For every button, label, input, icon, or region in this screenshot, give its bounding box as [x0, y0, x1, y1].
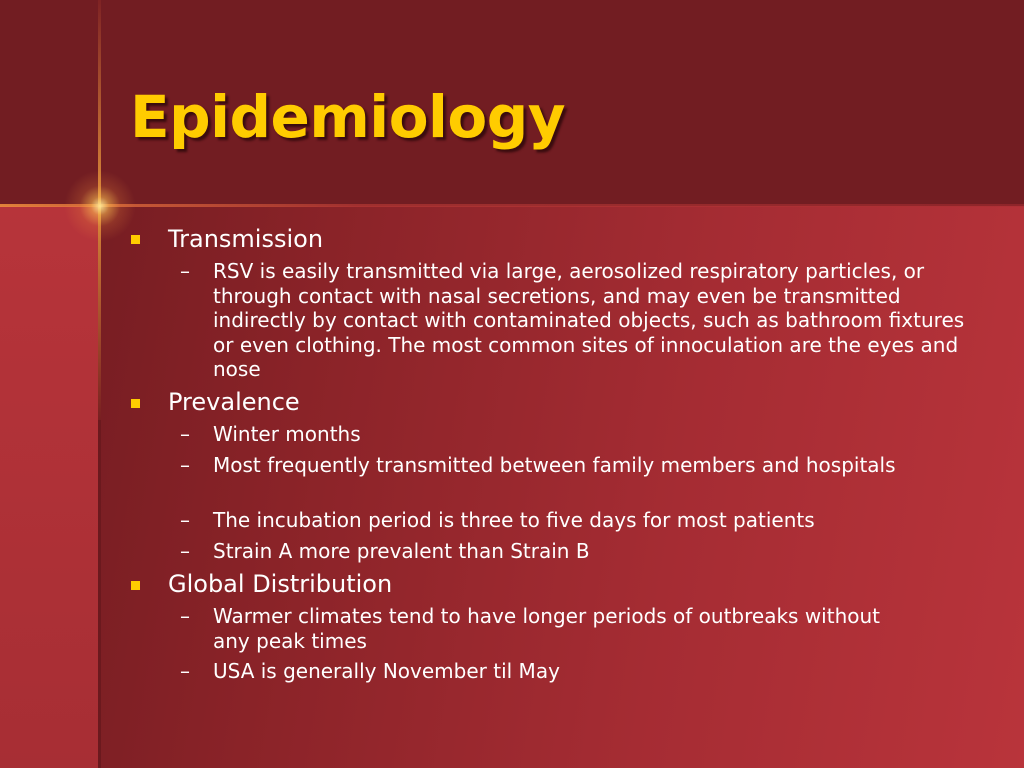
bullet-transmission: Transmission	[168, 225, 324, 253]
dash-bullet: –	[180, 422, 190, 446]
sub-bullet-strain-prevalence: Strain A more prevalent than Strain B	[213, 539, 590, 563]
sub-bullet-winter-months: Winter months	[213, 422, 361, 446]
sub-bullet-warmer-climates: Warmer climates tend to have longer periods of outbreaks without any peak times	[213, 604, 881, 653]
square-bullet-icon	[131, 399, 140, 408]
sub-bullet-family-hospitals: Most frequently transmitted between family members and hospitals	[213, 453, 896, 477]
dash-bullet: –	[180, 604, 190, 628]
sub-bullet-incubation-period: The incubation period is three to five days for most patients	[213, 508, 815, 532]
bullet-global-distribution: Global Distribution	[168, 570, 393, 598]
square-bullet-icon	[131, 235, 140, 244]
slide-title: Epidemiology	[130, 83, 566, 151]
bullet-prevalence: Prevalence	[168, 388, 300, 416]
sub-bullet-rsv-transmission: RSV is easily transmitted via large, aerosolized respiratory particles, or through contact with nasal secretions, and may even be transmitted indirectly by contact with contaminated objects, such as bathroom fixtures or even clothing. The most common sites of innoculation are the eyes and nose	[213, 259, 965, 381]
dash-bullet: –	[180, 539, 190, 563]
square-bullet-icon	[131, 581, 140, 590]
sub-bullet-usa-season: USA is generally November til May	[213, 659, 560, 683]
dash-bullet: –	[180, 453, 190, 477]
dash-bullet: –	[180, 508, 190, 532]
dash-bullet: –	[180, 659, 190, 683]
dash-bullet: –	[180, 259, 190, 283]
